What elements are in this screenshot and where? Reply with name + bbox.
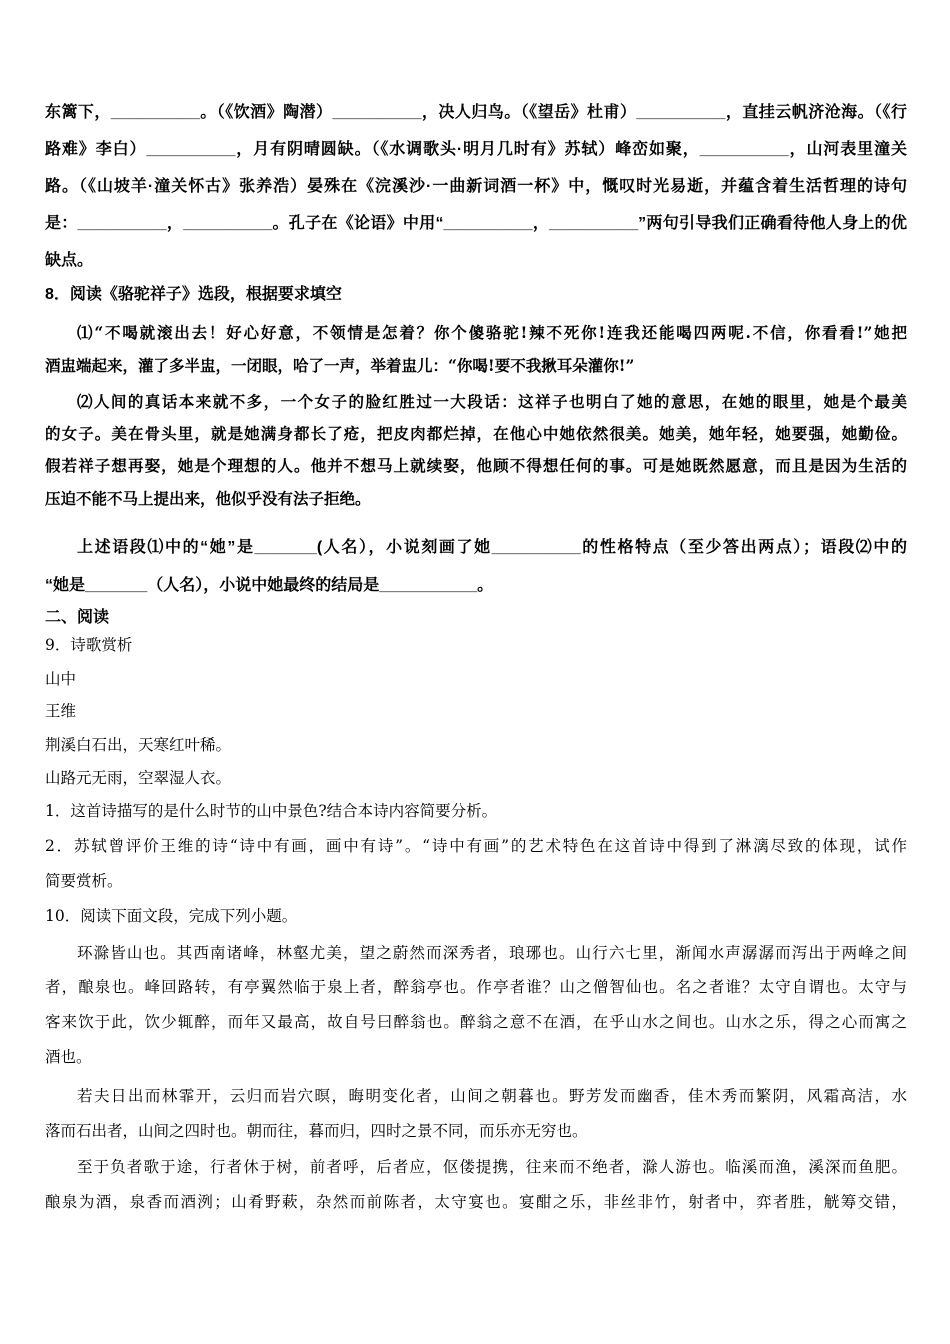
- poem-verse: 荆溪白石出，天寒红叶稀。: [45, 736, 232, 754]
- text-line: 假若祥子想再娶，她是个理想的人。他并不想马上就续娶，他顾不得想任何的事。可是她既然愿意，而且是因为生活的: [45, 456, 907, 475]
- text-line: 东篱下，__________。（《饮酒》陶潜）__________，决人归鸟。（《望岳》杜甫）__________，直挂云帆济沧海。（《行: [45, 104, 907, 121]
- text-line: 落而石出者，山间之四时也。朝而往，暮而归，四时之景不同，而乐亦无穷也。: [45, 1122, 588, 1140]
- sub-question: 简要赏析。: [45, 872, 123, 890]
- poem-author: 王维: [45, 702, 77, 720]
- text-line: 路难》李白）__________，月有阴晴圆缺。（《水调歌头·明月几时有》苏轼）峰峦如聚，__________，山河表里潼关: [45, 141, 907, 158]
- text-line: 酒也。: [45, 1048, 92, 1066]
- sub-question: 2．苏轼曾评价王维的诗“诗中有画，画中有诗”。“诗中有画”的艺术特色在这首诗中得到了淋漓尽致的体现，试作: [45, 837, 907, 855]
- text-line: 缺点。: [45, 252, 94, 269]
- text-line: 者，酿泉也。峰回路转，有亭翼然临于泉上者，醉翁亭也。作亭者谁？山之僧智仙也。名之者谁？太守自谓也。太守与: [45, 978, 907, 996]
- text-line: ⑴“不喝就滚出去！好心好意，不领情是怎着？你个傻骆驼!辣不死你!连我还能喝四两呢.不信，你看看!”她把: [77, 323, 907, 342]
- text-line: 酒盅端起来，灌了多半盅，一闭眼，哈了一声，举着盅儿：“你喝!要不我揪耳朵灌你!”: [45, 356, 635, 375]
- question-title: 10．阅读下面文段，完成下列小题。: [45, 907, 298, 925]
- text-line: 的女子。美在骨头里，就是她满身都长了疮，把皮肉都烂掉，在他心中她依然很美。她美，她年轻，她要强，她勤俭。: [45, 424, 907, 443]
- text-line: 是：__________，__________。孔子在《论语》中用“__________，__________”两句引导我们正确看待他人身上的优: [45, 215, 907, 232]
- text-line: 上述语段⑴中的“她”是_______(人名），小说刻画了她__________的性格特点（至少答出两点）；语段⑵中的: [77, 539, 907, 556]
- text-line: 路。（《山坡羊·潼关怀古》张养浩）晏殊在《浣溪沙·一曲新词酒一杯》中，慨叹时光易逝，并蕴含着生活哲理的诗句: [45, 178, 907, 195]
- text-line: 压迫不能不马上提出来，他似乎没有法子拒绝。: [45, 489, 371, 508]
- question-title: 8．阅读《骆驼祥子》选段，根据要求填空: [45, 286, 342, 303]
- sub-question: 1．这首诗描写的是什么时节的山中景色?结合本诗内容简要分析。: [45, 802, 498, 820]
- poem-title: 山中: [45, 670, 77, 688]
- text-line: 客来饮于此，饮少辄醉，而年又最高，故自号曰醉翁也。醉翁之意不在酒，在乎山水之间也。山水之乐，得之心而寓之: [45, 1013, 907, 1031]
- text-line: 至于负者歌于途，行者休于树，前者呼，后者应，伛偻提携，往来而不绝者，滁人游也。临溪而渔，溪深而鱼肥。: [77, 1158, 907, 1176]
- text-line: 酿泉为酒，泉香而酒洌；山肴野蔌，杂然而前陈者，太守宴也。宴酣之乐，非丝非竹，射者中，弈者胜，觥筹交错，: [45, 1193, 907, 1211]
- question-title: 9．诗歌赏析: [45, 636, 133, 654]
- text-line: ⑵人间的真话本来就不多，一个女子的脸红胜过一大段话：这祥子也明白了她的意思，在她的眼里，她是个最美: [77, 392, 907, 411]
- text-line: 若夫日出而林霏开，云归而岩穴暝，晦明变化者，山间之朝暮也。野芳发而幽香，佳木秀而繁阴，风霜高洁，水: [77, 1087, 907, 1105]
- poem-verse: 山路元无雨，空翠湿人衣。: [45, 769, 232, 787]
- text-line: “她是_______（人名），小说中她最终的结局是___________。: [45, 577, 494, 594]
- section-heading: 二、阅读: [45, 609, 110, 626]
- text-line: 环滁皆山也。其西南诸峰，林壑尤美，望之蔚然而深秀者，琅琊也。山行六七里，渐闻水声潺潺而泻出于两峰之间: [77, 944, 907, 962]
